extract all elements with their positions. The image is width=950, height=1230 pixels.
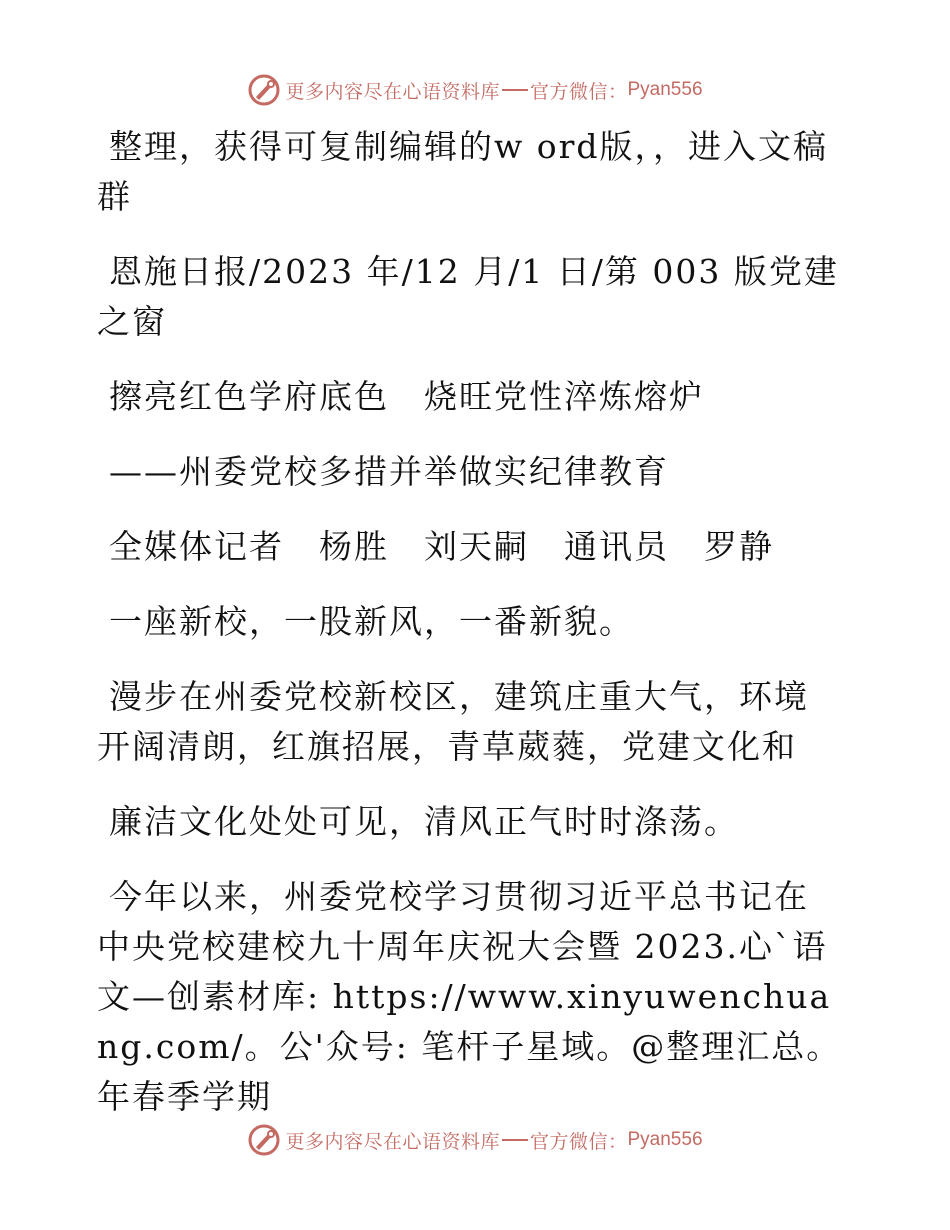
paragraph: 廉洁文化处处可见，清风正气时时涤荡。 bbox=[109, 802, 739, 841]
paragraph: 一座新校，一股新风，一番新貌。 bbox=[109, 602, 634, 641]
footer-watermark bbox=[0, 1122, 950, 1158]
paragraph: 整理，获得可复制编辑的w ord版，，进入文稿群 bbox=[97, 127, 829, 216]
watermark-dash bbox=[502, 1139, 528, 1141]
watermark-wechat-id: Pyan556 bbox=[627, 79, 703, 100]
paragraph: 今年以来，州委党校学习贯彻习近平总书记在中央党校建校九十周年庆祝大会暨 2023.心`语文—创素材库: https://www.xinyuwenchuang.com/。公'众号: 笔杆子星域。@整理汇总。 年春季学期 bbox=[97, 877, 854, 1116]
watermark-text: 更多内容尽在心语资料库 bbox=[285, 1130, 500, 1153]
header-watermark bbox=[0, 72, 950, 108]
logo-icon bbox=[247, 1123, 281, 1157]
watermark-dash bbox=[502, 89, 528, 91]
logo-icon bbox=[247, 73, 281, 107]
watermark-text: 更多内容尽在心语资料库 bbox=[285, 80, 500, 103]
subheadline: ——州委党校多措并举做实纪律教育 bbox=[109, 452, 669, 491]
watermark-suffix: 官方微信： bbox=[529, 1130, 628, 1153]
headline: 擦亮红色学府底色 烧旺党性淬炼熔炉 bbox=[109, 377, 704, 416]
paragraph: 恩施日报/2023 年/12 月/1 日/第 003 版党建之窗 bbox=[97, 252, 839, 341]
document-body bbox=[97, 122, 854, 1147]
byline: 全媒体记者 杨胜 刘天嗣 通讯员 罗静 bbox=[109, 527, 774, 566]
paragraph: 漫步在州委党校新校区，建筑庄重大气，环境开阔清朗，红旗招展，青草葳蕤，党建文化和 bbox=[97, 677, 809, 766]
watermark-suffix: 官方微信： bbox=[529, 80, 628, 103]
watermark-wechat-id: Pyan556 bbox=[627, 1129, 703, 1150]
